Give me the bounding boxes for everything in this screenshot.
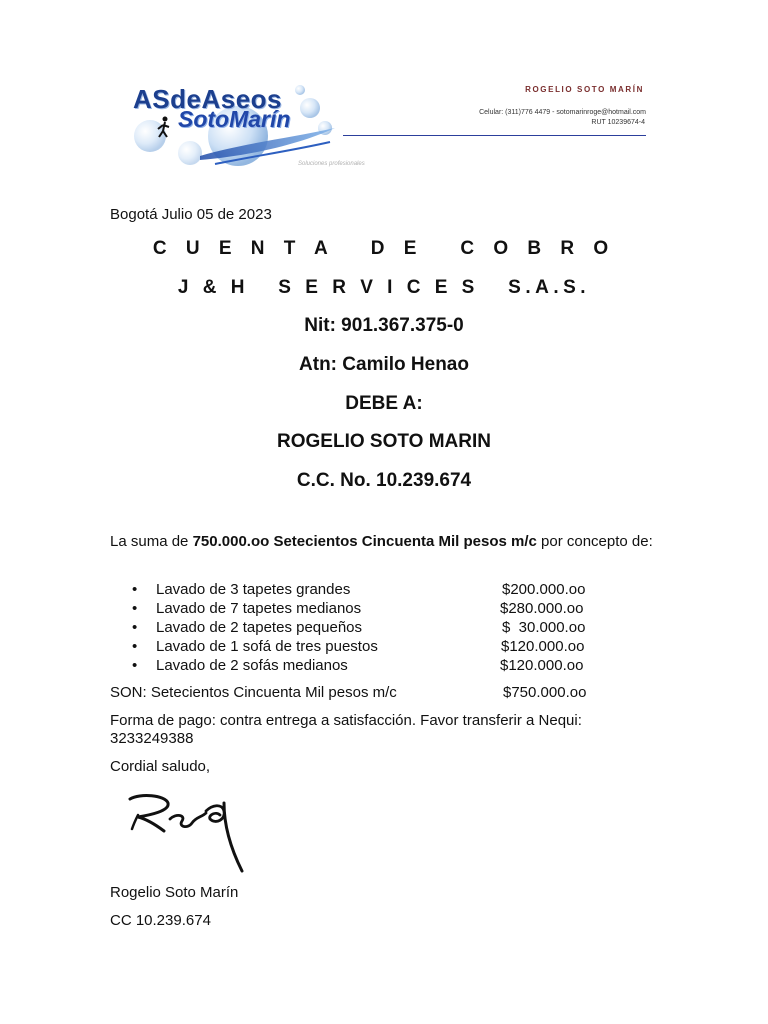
logo-text-asdeaseos: ASdeAseos [133,84,282,114]
item-description: Lavado de 2 sofás medianos [156,657,348,674]
intro-amount: 750.000.oo Setecientos Cincuenta Mil pesos m/c [192,533,537,550]
list-item [132,580,602,599]
attention-line: Atn: Camilo Henao [299,354,469,375]
intro-suffix: por concepto de: [536,533,653,550]
payment-line-1: Forma de pago: contra entrega a satisfacción. Favor transferir a Nequi: [110,712,582,729]
closing-greeting: Cordial saludo, [110,758,211,775]
signer-name: Rogelio Soto Marín [110,884,239,901]
total-amount: $750.000.oo [503,684,587,701]
signature [120,785,260,875]
owes-label: DEBE A: [345,393,423,414]
logo-text-sotomarin: SotoMarín [178,106,291,132]
item-description: Lavado de 2 tapetes pequeños [156,619,363,636]
item-description: Lavado de 1 sofá de tres puestos [156,638,378,655]
item-amount: $280.000.oo [500,600,584,617]
client-name: J & H S E R V I C E S S.A.S. [177,277,591,298]
list-item [132,618,602,637]
bullet: • [132,657,138,674]
header-contact: Celular: (311)776 4479 - sotomarinroge@hotmail.com [479,109,646,116]
payment-line-2: 3233249388 [110,730,194,747]
intro-prefix: La suma de [110,533,193,550]
items-list [132,580,602,675]
item-amount: $200.000.oo [502,581,586,598]
item-amount: $120.000.oo [501,638,585,655]
bullet: • [132,638,138,655]
place-date: Bogotá Julio 05 de 2023 [110,206,272,223]
logo-tagline: Soluciones profesionales [298,161,365,167]
total-label: SON: Setecientos Cincuenta Mil pesos m/c [110,684,397,701]
item-description: Lavado de 3 tapetes grandes [156,581,351,598]
signer-id: CC 10.239.674 [110,912,211,929]
creditor-name: ROGELIO SOTO MARIN [277,431,491,452]
header-rut: RUT 10239674-4 [591,119,645,126]
intro-paragraph [110,533,670,551]
item-amount: $120.000.oo [500,657,584,674]
document-title: C U E N T A D E C O B R O [152,238,616,259]
signature-graphic [120,785,260,875]
list-item [132,599,602,618]
creditor-id: C.C. No. 10.239.674 [296,470,472,491]
client-nit: Nit: 901.367.375-0 [304,315,464,336]
bullet: • [132,619,138,636]
bullet: • [132,581,138,598]
header-owner-name: ROGELIO SOTO MARÍN [525,85,644,94]
item-amount: $ 30.000.oo [502,619,586,636]
list-item [132,637,602,656]
list-item [132,656,602,675]
bullet: • [132,600,138,617]
item-description: Lavado de 7 tapetes medianos [156,600,362,617]
header-divider [343,135,646,136]
